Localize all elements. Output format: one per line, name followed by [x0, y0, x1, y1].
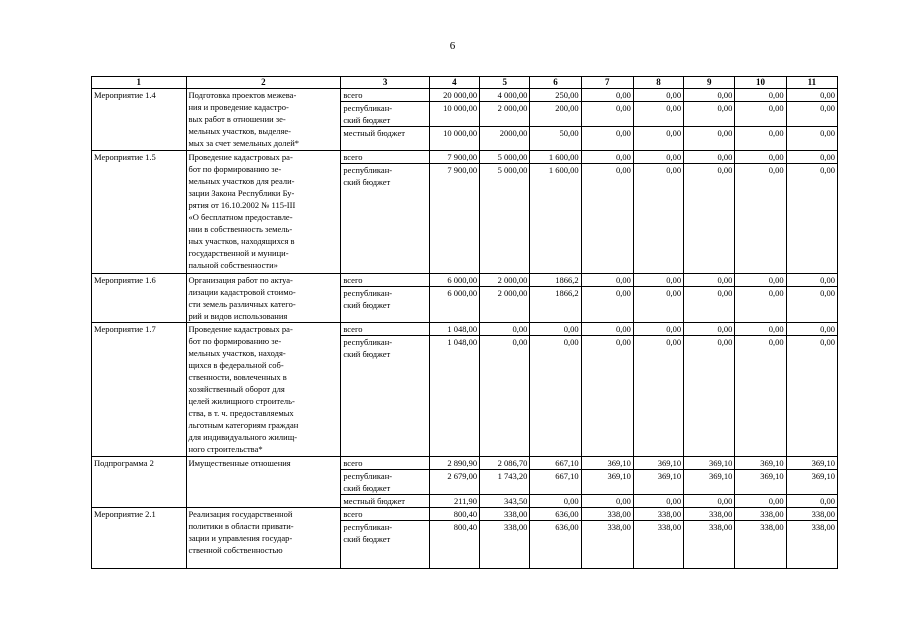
amount-cell: 0,00 — [735, 164, 786, 274]
amount-cell: 0,00 — [633, 102, 683, 127]
description-line: ства, в т. ч. предоставляемых — [188, 408, 294, 418]
amount-cell: 2 000,00 — [480, 102, 530, 127]
amount-cell: 0,00 — [581, 89, 633, 102]
amount-cell: 2000,00 — [480, 127, 530, 151]
amount-cell: 0,00 — [633, 287, 683, 323]
table-row — [92, 274, 838, 287]
amount-cell: 369,10 — [786, 470, 837, 495]
amount-cell: 0,00 — [786, 274, 837, 287]
funding-source: республикан- ский бюджет — [341, 102, 429, 127]
amount-cell: 0,00 — [633, 89, 683, 102]
description-line: вых работ в отношении зе- — [188, 114, 286, 124]
column-header: 4 — [429, 77, 479, 89]
amount-cell: 0,00 — [480, 323, 530, 336]
amount-cell: 0,00 — [684, 495, 735, 508]
amount-cell: 6 000,00 — [429, 274, 479, 287]
amount-cell: 1 743,20 — [480, 470, 530, 495]
amount-cell: 369,10 — [633, 470, 683, 495]
amount-cell: 0,00 — [786, 287, 837, 323]
amount-cell: 0,00 — [786, 151, 837, 164]
row-name: Мероприятие 1.6 — [92, 274, 187, 323]
amount-cell: 0,00 — [786, 102, 837, 127]
description-line: политики в области привати- — [188, 521, 294, 531]
amount-cell: 1866,2 — [530, 287, 581, 323]
description-line: мых за счет земельных долей* — [188, 138, 300, 148]
amount-cell: 338,00 — [480, 508, 530, 521]
amount-cell: 0,00 — [684, 323, 735, 336]
row-description — [186, 508, 341, 569]
description-line: зации Закона Республики Бу- — [188, 188, 295, 198]
description-line: рий и видов использования — [188, 311, 288, 321]
amount-cell: 0,00 — [684, 127, 735, 151]
description-line: бот по формированию зе- — [188, 336, 282, 346]
amount-cell: 0,00 — [530, 336, 581, 457]
amount-cell: 338,00 — [633, 521, 683, 569]
table-row — [92, 89, 838, 102]
amount-cell: 0,00 — [786, 164, 837, 274]
amount-cell: 369,10 — [581, 470, 633, 495]
amount-cell: 0,00 — [633, 164, 683, 274]
amount-cell: 7 900,00 — [429, 164, 479, 274]
description-line: щихся в федеральной соб- — [188, 360, 284, 370]
row-description — [186, 457, 341, 508]
amount-cell: 0,00 — [581, 102, 633, 127]
amount-cell: 338,00 — [786, 508, 837, 521]
amount-cell: 0,00 — [684, 336, 735, 457]
description-line: целей жилищного строитель- — [188, 396, 295, 406]
amount-cell: 0,00 — [786, 336, 837, 457]
amount-cell: 0,00 — [786, 323, 837, 336]
row-description — [186, 151, 341, 274]
amount-cell: 800,40 — [429, 521, 479, 569]
description-line: Проведение кадастровых ра- — [188, 324, 293, 334]
amount-cell: 250,00 — [530, 89, 581, 102]
amount-cell: 343,50 — [480, 495, 530, 508]
description-line: мельных участков, выделяе- — [188, 126, 291, 136]
amount-cell: 200,00 — [530, 102, 581, 127]
amount-cell: 369,10 — [735, 457, 786, 470]
column-header: 11 — [786, 77, 837, 89]
amount-cell: 338,00 — [684, 521, 735, 569]
amount-cell: 0,00 — [735, 89, 786, 102]
funding-source: всего — [341, 274, 429, 287]
amount-cell: 0,00 — [480, 336, 530, 457]
funding-source: всего — [341, 323, 429, 336]
amount-cell: 0,00 — [581, 127, 633, 151]
amount-cell: 0,00 — [530, 495, 581, 508]
column-header: 7 — [581, 77, 633, 89]
amount-cell: 338,00 — [735, 521, 786, 569]
amount-cell: 0,00 — [735, 274, 786, 287]
funding-source: всего — [341, 151, 429, 164]
amount-cell: 636,00 — [530, 508, 581, 521]
table-row — [92, 457, 838, 470]
description-line: зации и управления государ- — [188, 533, 293, 543]
amount-cell: 369,10 — [684, 470, 735, 495]
description-line: государственной и муници- — [188, 248, 289, 258]
funding-source: всего — [341, 508, 429, 521]
description-line: рятия от 16.10.2002 № 115-III — [188, 200, 296, 210]
amount-cell: 338,00 — [684, 508, 735, 521]
funding-source: всего — [341, 89, 429, 102]
amount-cell: 1866,2 — [530, 274, 581, 287]
column-header: 6 — [530, 77, 581, 89]
amount-cell: 0,00 — [735, 336, 786, 457]
amount-cell: 0,00 — [684, 89, 735, 102]
description-line: ния и проведение кадастро- — [188, 102, 289, 112]
amount-cell: 10 000,00 — [429, 127, 479, 151]
amount-cell: 1 600,00 — [530, 151, 581, 164]
table-body — [92, 89, 838, 569]
description-line: Проведение кадастровых ра- — [188, 152, 293, 162]
description-line: ственности, вовлеченных в — [188, 372, 287, 382]
amount-cell: 0,00 — [581, 274, 633, 287]
amount-cell: 2 086,70 — [480, 457, 530, 470]
amount-cell: 0,00 — [530, 323, 581, 336]
amount-cell: 2 000,00 — [480, 287, 530, 323]
description-line: бот по формированию зе- — [188, 164, 282, 174]
table-row — [92, 508, 838, 521]
description-line: лизации кадастровой стоимо- — [188, 287, 296, 297]
amount-cell: 338,00 — [786, 521, 837, 569]
amount-cell: 0,00 — [581, 495, 633, 508]
amount-cell: 2 679,00 — [429, 470, 479, 495]
column-header: 9 — [684, 77, 735, 89]
amount-cell: 369,10 — [735, 470, 786, 495]
description-line: Имущественные отношения — [188, 458, 291, 468]
description-line: хозяйственный оборот для — [188, 384, 285, 394]
column-header: 2 — [186, 77, 341, 89]
amount-cell: 369,10 — [633, 457, 683, 470]
row-name: Мероприятие 2.1 — [92, 508, 187, 569]
amount-cell: 338,00 — [581, 508, 633, 521]
header-row — [92, 77, 838, 89]
amount-cell: 0,00 — [786, 495, 837, 508]
column-header: 10 — [735, 77, 786, 89]
row-name: Мероприятие 1.5 — [92, 151, 187, 274]
table-row — [92, 323, 838, 336]
amount-cell: 0,00 — [581, 323, 633, 336]
amount-cell: 1 600,00 — [530, 164, 581, 274]
funding-source: республикан- ский бюджет — [341, 336, 429, 457]
description-line: мельных участков для реали- — [188, 176, 295, 186]
column-header: 3 — [341, 77, 429, 89]
amount-cell: 667,10 — [530, 457, 581, 470]
description-line: ных участков, находящихся в — [188, 236, 295, 246]
amount-cell: 2 890,90 — [429, 457, 479, 470]
description-line: пальной собственности» — [188, 260, 278, 270]
funding-source: местный бюджет — [341, 127, 429, 151]
amount-cell: 338,00 — [735, 508, 786, 521]
description-line: ственной собственностью — [188, 545, 283, 555]
amount-cell: 211,90 — [429, 495, 479, 508]
description-line: льготным категориям граждан — [188, 420, 299, 430]
column-header: 5 — [480, 77, 530, 89]
table-row — [92, 151, 838, 164]
row-name: Подпрограмма 2 — [92, 457, 187, 508]
amount-cell: 0,00 — [581, 336, 633, 457]
row-description — [186, 274, 341, 323]
amount-cell: 2 000,00 — [480, 274, 530, 287]
amount-cell: 7 900,00 — [429, 151, 479, 164]
amount-cell: 4 000,00 — [480, 89, 530, 102]
amount-cell: 0,00 — [633, 127, 683, 151]
amount-cell: 369,10 — [684, 457, 735, 470]
description-line: для индивидуального жилищ- — [188, 432, 298, 442]
amount-cell: 0,00 — [735, 323, 786, 336]
amount-cell: 0,00 — [633, 274, 683, 287]
row-description — [186, 323, 341, 457]
amount-cell: 1 048,00 — [429, 336, 479, 457]
description-line: Реализация государственной — [188, 509, 293, 519]
description-line: «О бесплатном предоставле- — [188, 212, 293, 222]
description-line: ного строительства* — [188, 444, 263, 454]
amount-cell: 0,00 — [581, 287, 633, 323]
amount-cell: 0,00 — [633, 151, 683, 164]
amount-cell: 338,00 — [633, 508, 683, 521]
amount-cell: 0,00 — [735, 127, 786, 151]
amount-cell: 0,00 — [684, 151, 735, 164]
funding-source: республикан- ский бюджет — [341, 470, 429, 495]
row-name: Мероприятие 1.7 — [92, 323, 187, 457]
amount-cell: 338,00 — [581, 521, 633, 569]
amount-cell: 0,00 — [581, 164, 633, 274]
funding-source: республикан- ский бюджет — [341, 521, 429, 569]
amount-cell: 338,00 — [480, 521, 530, 569]
amount-cell: 369,10 — [786, 457, 837, 470]
amount-cell: 0,00 — [633, 336, 683, 457]
amount-cell: 0,00 — [786, 89, 837, 102]
row-description — [186, 89, 341, 151]
amount-cell: 0,00 — [633, 495, 683, 508]
amount-cell: 1 048,00 — [429, 323, 479, 336]
description-line: мельных участков, находя- — [188, 348, 286, 358]
amount-cell: 369,10 — [581, 457, 633, 470]
row-name: Мероприятие 1.4 — [92, 89, 187, 151]
amount-cell: 0,00 — [735, 151, 786, 164]
amount-cell: 0,00 — [735, 102, 786, 127]
funding-source: республикан- ский бюджет — [341, 287, 429, 323]
amount-cell: 0,00 — [684, 287, 735, 323]
funding-source: республикан- ский бюджет — [341, 164, 429, 274]
amount-cell: 5 000,00 — [480, 151, 530, 164]
amount-cell: 0,00 — [786, 127, 837, 151]
page-number: 6 — [449, 40, 456, 52]
amount-cell: 0,00 — [684, 274, 735, 287]
amount-cell: 0,00 — [684, 102, 735, 127]
description-line: нии в собственность земель- — [188, 224, 293, 234]
amount-cell: 5 000,00 — [480, 164, 530, 274]
budget-table — [91, 76, 838, 569]
amount-cell: 50,00 — [530, 127, 581, 151]
amount-cell: 636,00 — [530, 521, 581, 569]
amount-cell: 6 000,00 — [429, 287, 479, 323]
amount-cell: 0,00 — [684, 164, 735, 274]
amount-cell: 667,10 — [530, 470, 581, 495]
funding-source: всего — [341, 457, 429, 470]
amount-cell: 0,00 — [581, 151, 633, 164]
amount-cell: 0,00 — [735, 495, 786, 508]
amount-cell: 800,40 — [429, 508, 479, 521]
description-line: Подготовка проектов межева- — [188, 90, 297, 100]
amount-cell: 0,00 — [735, 287, 786, 323]
amount-cell: 0,00 — [633, 323, 683, 336]
amount-cell: 20 000,00 — [429, 89, 479, 102]
description-line: сти земель различных катего- — [188, 299, 296, 309]
description-line: Организация работ по актуа- — [188, 275, 293, 285]
column-header: 1 — [92, 77, 187, 89]
amount-cell: 10 000,00 — [429, 102, 479, 127]
column-header: 8 — [633, 77, 683, 89]
funding-source: местный бюджет — [341, 495, 429, 508]
